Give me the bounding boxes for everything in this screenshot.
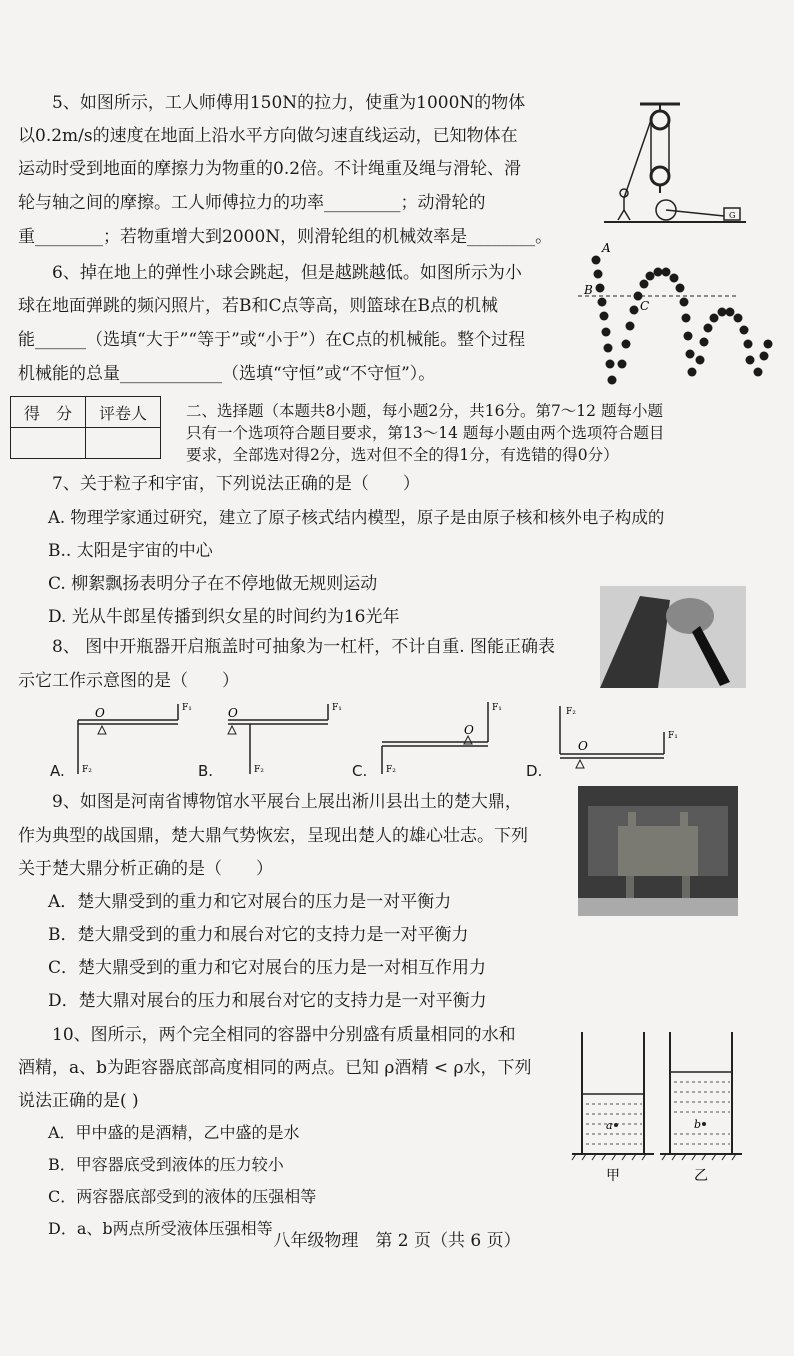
- q6-line-3: 能______（选填“大于”“等于”或“小于”）在C点的机械能。整个过程: [18, 330, 526, 350]
- q8-option-a: A.: [50, 762, 65, 780]
- score-header: 得 分: [11, 397, 86, 428]
- q10-line-3: 说法正确的是( ): [18, 1091, 139, 1111]
- bouncing-ball-figure: [578, 240, 788, 392]
- svg-text:F₂: F₂: [386, 765, 396, 775]
- q7-stem: 7、关于粒子和宇宙，下列说法正确的是（ ）: [52, 474, 420, 494]
- q7-option-d: D. 光从牛郎星传播到织女星的时间约为16光年: [48, 607, 400, 627]
- score-table: [10, 396, 161, 459]
- svg-text:F₁: F₁: [182, 703, 192, 713]
- lever-option-d: [560, 706, 678, 768]
- section2-line-1: 二、选择题（本题共8小题，每小题2分，共16分。第7～12 题每小题: [186, 402, 663, 420]
- svg-text:F₂: F₂: [566, 707, 576, 717]
- q7-option-c: C. 柳絮飘扬表明分子在不停地做无规则运动: [48, 574, 378, 594]
- label-a: A: [602, 241, 611, 255]
- bottle-opener-photo: [600, 586, 746, 688]
- lever-option-a: [78, 703, 192, 775]
- grader-header: 评卷人: [86, 397, 161, 428]
- q10-option-a: A．甲中盛的是酒精，乙中盛的是水: [48, 1123, 300, 1142]
- q9-option-c: C．楚大鼎受到的重力和它对展台的压力是一对相互作用力: [48, 958, 487, 978]
- q6-line-1: 6、掉在地上的弹性小球会跳起，但是越跳越低。如图所示为小: [52, 263, 522, 283]
- pulley-figure: [600, 98, 750, 230]
- containers-figure: [568, 1030, 760, 1186]
- q5-line-1: 5、如图所示，工人师傅用150N的拉力，使重为1000N的物体: [52, 93, 526, 113]
- grader-cell[interactable]: [86, 428, 161, 459]
- container-yi-label: 乙: [694, 1168, 708, 1184]
- svg-text:F₁: F₁: [332, 703, 342, 713]
- q8-line-2: 示它工作示意图的是（ ）: [18, 671, 239, 691]
- q10-option-b: B．甲容器底受到液体的压力较小: [48, 1155, 284, 1174]
- q9-line-1: 9、如图是河南省博物馆水平展台上展出淅川县出土的楚大鼎，: [52, 792, 522, 812]
- q9-line-2: 作为典型的战国鼎，楚大鼎气势恢宏，呈现出楚人的雄心壮志。下列: [18, 826, 528, 846]
- section2-line-3: 要求，全部选对得2分，选对但不全的得1分，有选错的得0分）: [186, 446, 619, 464]
- q8-option-b: B.: [198, 762, 214, 780]
- q8-line-1: 8、 图中开瓶器开启瓶盖时可抽象为一杠杆，不计自重. 图能正确表: [52, 637, 556, 657]
- q10-option-d: D．a、b两点所受液体压强相等: [48, 1219, 273, 1238]
- q10-option-c: C．两容器底部受到的液体的压强相等: [48, 1187, 317, 1206]
- q9-option-b: B．楚大鼎受到的重力和展台对它的支持力是一对平衡力: [48, 925, 469, 945]
- q9-option-a: A．楚大鼎受到的重力和它对展台的压力是一对平衡力: [48, 892, 452, 912]
- svg-text:F₁: F₁: [492, 703, 502, 713]
- svg-text:O: O: [578, 739, 588, 753]
- lever-option-b: [228, 703, 342, 775]
- svg-text:O: O: [228, 706, 238, 720]
- q6-line-4: 机械能的总量____________（选填“守恒”或“不守恒”）。: [18, 364, 436, 384]
- lever-options-figure: [48, 698, 768, 784]
- svg-text:F₂: F₂: [82, 765, 92, 775]
- lever-option-c: [382, 702, 502, 775]
- q5-line-5: 重________；若物重增大到2000N，则滑轮组的机械效率是________。: [18, 227, 553, 247]
- svg-text:a: a: [606, 1119, 613, 1132]
- q8-option-d: D.: [526, 762, 543, 780]
- q7-option-a: A. 物理学家通过研究，建立了原子核式结内模型，原子是由原子核和核外电子构成的: [48, 508, 665, 527]
- q6-line-2: 球在地面弹跳的频闪照片，若B和C点等高，则篮球在B点的机械: [18, 296, 498, 316]
- svg-text:G: G: [729, 211, 736, 220]
- svg-text:O: O: [95, 706, 105, 720]
- q9-line-3: 关于楚大鼎分析正确的是（ ）: [18, 859, 273, 879]
- q5-line-4: 轮与轴之间的摩擦。工人师傅拉力的功率_________；动滑轮的: [18, 193, 486, 213]
- q10-line-1: 10、图所示，两个完全相同的容器中分别盛有质量相同的水和: [52, 1025, 516, 1045]
- q9-option-d: D．楚大鼎对展台的压力和展台对它的支持力是一对平衡力: [48, 991, 487, 1011]
- q7-option-b: B.. 太阳是宇宙的中心: [48, 541, 213, 561]
- ding-photo: [578, 786, 738, 916]
- label-c: C: [640, 299, 650, 313]
- svg-text:b: b: [694, 1118, 702, 1131]
- svg-text:F₁: F₁: [668, 731, 678, 741]
- q5-line-2: 以0.2m/s的速度在地面上沿水平方向做匀速直线运动，已知物体在: [18, 126, 518, 146]
- section2-line-2: 只有一个选项符合题目要求，第13～14 题每小题由两个选项符合题目: [186, 424, 665, 442]
- q10-line-2: 酒精，a、b为距容器底部高度相同的两点。已知 ρ酒精 < ρ水，下列: [18, 1058, 532, 1078]
- q8-option-c: C.: [352, 762, 368, 780]
- svg-text:F₂: F₂: [254, 765, 264, 775]
- svg-text:O: O: [464, 723, 474, 737]
- score-cell[interactable]: [11, 428, 86, 459]
- q5-line-3: 运动时受到地面的摩擦力为物重的0.2倍。不计绳重及绳与滑轮、滑: [18, 159, 522, 179]
- container-jia-label: 甲: [606, 1168, 620, 1184]
- page-footer: 八年级物理 第 2 页（共 6 页）: [273, 1231, 521, 1251]
- label-b: B: [584, 283, 593, 297]
